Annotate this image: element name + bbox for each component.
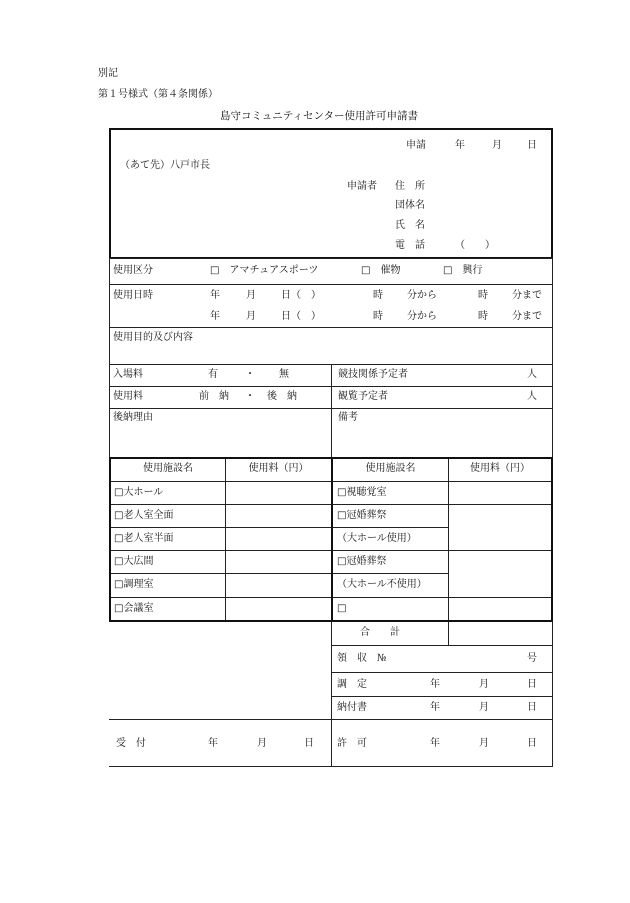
- assessment-label: 調 定: [337, 679, 367, 690]
- table-bottom-edge: [109, 766, 553, 767]
- admission-yes[interactable]: 有: [208, 369, 218, 380]
- dt2-hour-end: 時: [478, 311, 488, 322]
- admission-no[interactable]: 無: [279, 369, 289, 380]
- application-month: 月: [492, 140, 502, 151]
- receipt-number-label: 領 収 №: [337, 653, 387, 664]
- facility-ceremony-without-hall[interactable]: □冠婚葬祭: [337, 556, 387, 567]
- divider-receipt: [331, 645, 553, 646]
- permission-year: 年: [430, 738, 440, 749]
- usage-category-label: 使用区分: [113, 265, 153, 276]
- divider-slip: [331, 696, 553, 697]
- payment-slip-day: 日: [527, 702, 537, 713]
- permission-label: 許 可: [337, 738, 367, 749]
- dt1-day: 日（ ）: [281, 290, 321, 301]
- spectators-unit: 人: [527, 391, 537, 402]
- address-label: 住 所: [395, 181, 425, 192]
- left-facility-name-header: 使用施設名: [143, 463, 193, 474]
- form-number: 第１号様式（第４条関係）: [98, 89, 218, 100]
- option-show[interactable]: □ 興行: [443, 265, 483, 276]
- facility-tatami-hall[interactable]: □大広間: [114, 556, 154, 567]
- payment-slip-year: 年: [430, 702, 440, 713]
- admission-label: 入場料: [113, 369, 143, 380]
- left-facility-fee-header: 使用料（円）: [248, 463, 309, 474]
- payment-slip-month: 月: [479, 702, 489, 713]
- reception-year: 年: [208, 738, 218, 749]
- total-label: 合 計: [360, 627, 400, 638]
- assessment-day: 日: [527, 679, 537, 690]
- dt2-from: 分から: [407, 311, 437, 322]
- admission-dot: ・: [245, 369, 255, 380]
- permission-day: 日: [527, 738, 537, 749]
- divider-assessment: [331, 672, 553, 673]
- assessment-month: 月: [479, 679, 489, 690]
- application-year: 年: [455, 140, 465, 151]
- fee-postpay[interactable]: 後 納: [267, 391, 297, 402]
- facility-ceremony-without-hall-note: （大ホール不使用）: [337, 579, 427, 590]
- divider-datetime: [109, 284, 553, 285]
- facility-av-room[interactable]: □視聴覚室: [337, 487, 387, 498]
- divider-col-mid-upper: [331, 364, 332, 457]
- reception-label: 受 付: [116, 738, 146, 749]
- dt2-hour: 時: [373, 311, 383, 322]
- receipt-number-suffix: 号: [527, 653, 537, 664]
- competitors-unit: 人: [527, 369, 537, 380]
- reception-month: 月: [257, 738, 267, 749]
- facility-elderly-room-full[interactable]: □老人室全面: [114, 510, 174, 521]
- fee-prepay[interactable]: 前 納: [199, 391, 229, 402]
- dt2-year: 年: [210, 311, 220, 322]
- addressee: （あて先）八戸市長: [120, 160, 210, 171]
- remarks-label: 備考: [338, 412, 358, 423]
- divider-col-mid-lower: [331, 597, 332, 766]
- application-day: 日: [527, 140, 537, 151]
- payment-slip-label: 納付書: [337, 702, 367, 713]
- applicant-label: 申請者: [347, 181, 377, 192]
- spectators-label: 観覧予定者: [338, 391, 388, 402]
- dt2-day: 日（ ）: [281, 311, 321, 322]
- group-label: 団体名: [395, 200, 425, 211]
- assessment-year: 年: [430, 679, 440, 690]
- facility-elderly-room-half[interactable]: □老人室半面: [114, 533, 174, 544]
- dt1-year: 年: [210, 290, 220, 301]
- dt1-month: 月: [246, 290, 256, 301]
- postpay-reason-label: 後納理由: [113, 412, 153, 423]
- dt1-until: 分まで: [512, 290, 542, 301]
- phone-parentheses: （ ）: [455, 240, 495, 251]
- page-title: 島守コミュニティセンター使用許可申請書: [220, 110, 419, 122]
- right-facility-fee-header: 使用料（円）: [470, 463, 530, 474]
- reception-day: 日: [304, 738, 314, 749]
- dt2-until: 分まで: [512, 311, 542, 322]
- competitors-label: 競技関係予定者: [338, 369, 408, 380]
- dt2-month: 月: [246, 311, 256, 322]
- right-facility-name-header: 使用施設名: [365, 463, 416, 474]
- dt1-hour: 時: [373, 290, 383, 301]
- option-event[interactable]: □ 催物: [361, 265, 401, 276]
- note-label: 別記: [98, 68, 118, 79]
- facility-ceremony-with-hall[interactable]: □冠婚葬祭: [337, 510, 387, 521]
- facility-large-hall[interactable]: □大ホール: [114, 487, 164, 498]
- name-label: 氏 名: [395, 220, 425, 231]
- application-label: 申請: [406, 140, 426, 151]
- fee-dot: ・: [245, 391, 255, 402]
- facility-other[interactable]: □: [337, 603, 347, 614]
- dt1-from: 分から: [407, 290, 437, 301]
- phone-label: 電 話: [395, 240, 425, 251]
- facility-cooking-room[interactable]: □調理室: [114, 579, 154, 590]
- facility-ceremony-with-hall-note: （大ホール使用）: [337, 533, 417, 544]
- facility-meeting-room[interactable]: □会議室: [114, 603, 154, 614]
- permission-month: 月: [479, 738, 489, 749]
- dt1-hour-end: 時: [478, 290, 488, 301]
- option-amateur-sports[interactable]: □ アマチュアスポーツ: [210, 265, 319, 276]
- divider-category: [109, 258, 553, 259]
- fee-label: 使用料: [113, 391, 143, 402]
- purpose-label: 使用目的及び内容: [113, 332, 193, 343]
- divider-purpose: [109, 327, 553, 328]
- usage-datetime-label: 使用日時: [113, 290, 153, 301]
